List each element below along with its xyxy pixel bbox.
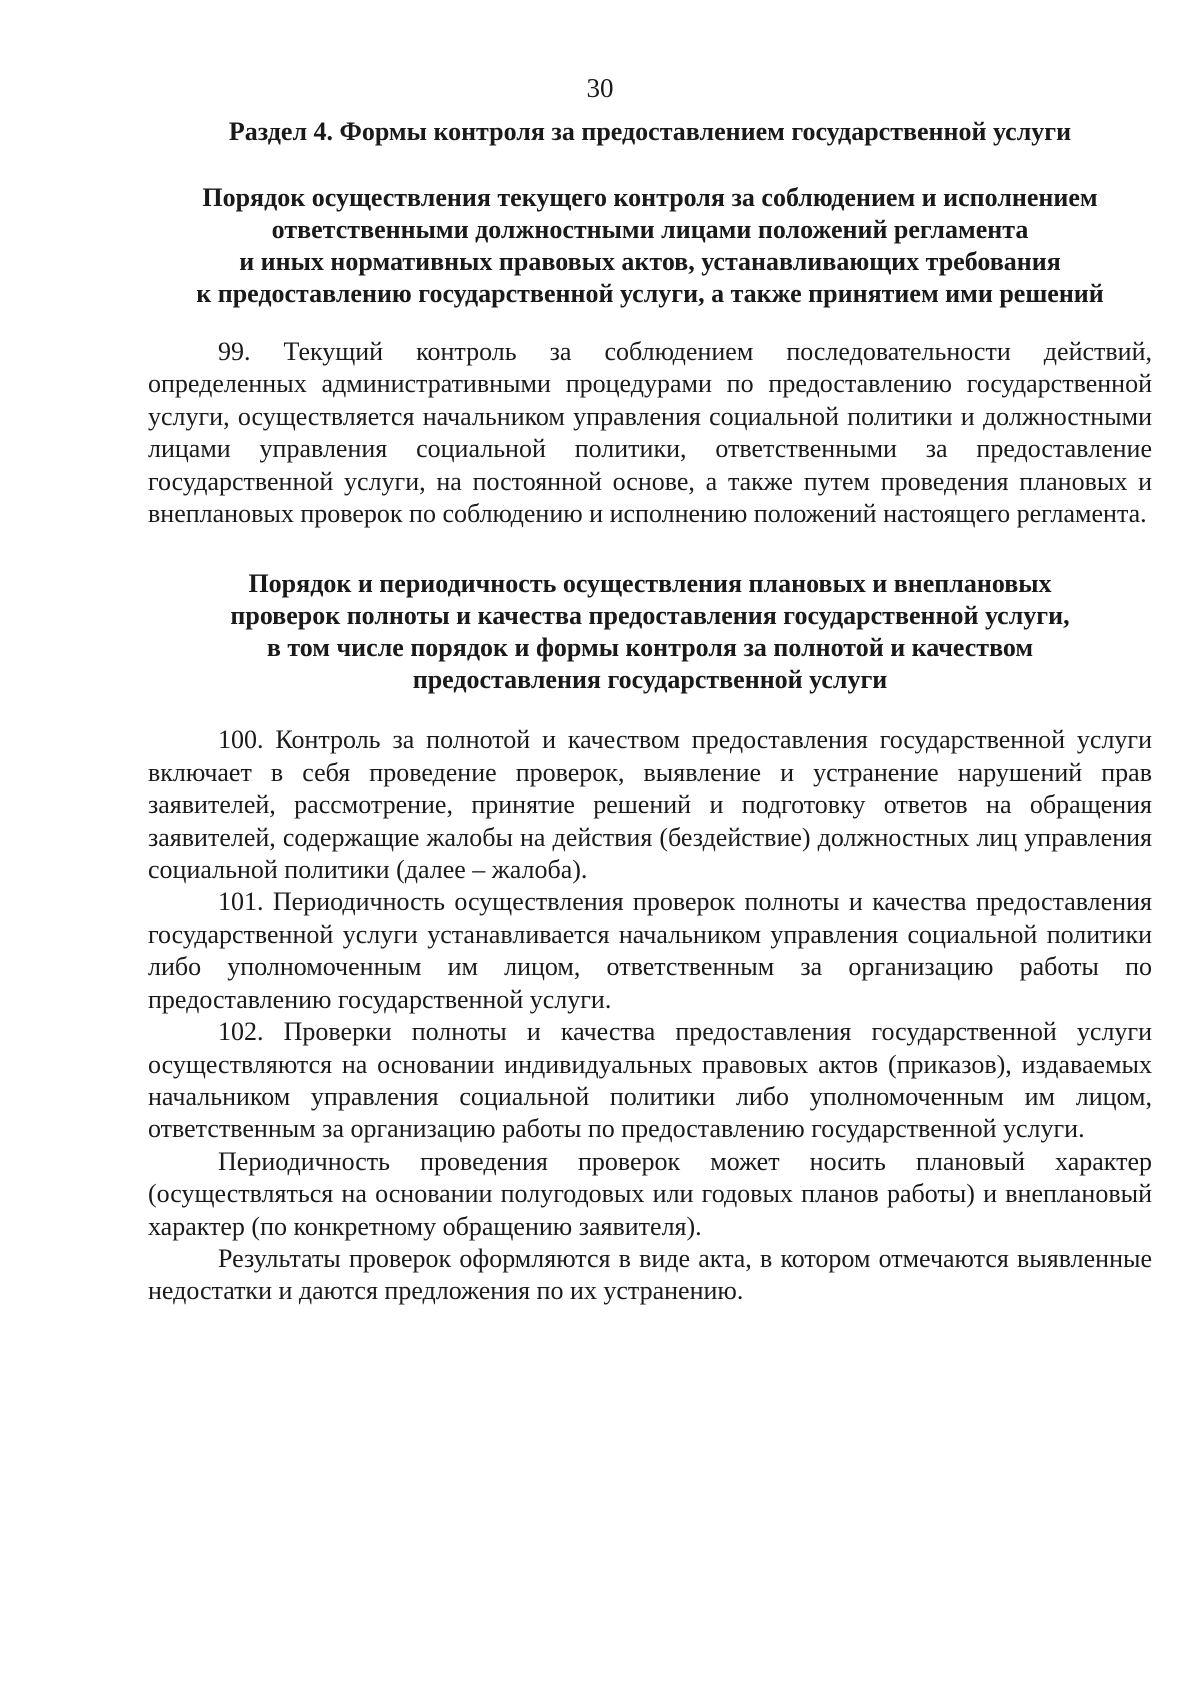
subsection-1-heading — [148, 182, 1152, 310]
subsection-1-heading-line: к предоставлению государственной услуги, а также принятием ими решений — [196, 279, 1104, 308]
subsection-1-heading-line: и иных нормативных правовых актов, устанавливающих требования — [239, 247, 1061, 276]
paragraph-periodicity: Периодичность проведения проверок может носить плановый характер (осуществляться на основании полугодовых или годовых планов работы) и внеплановый характер (по конкретному обращению заявителя). — [148, 1146, 1152, 1241]
subsection-1-heading-line: Порядок осуществления текущего контроля за соблюдением и исполнением — [202, 183, 1098, 212]
subsection-1-heading-line: ответственными должностными лицами положений регламента — [271, 215, 1029, 244]
paragraph-results: Результаты проверок оформляются в виде акта, в котором отмечаются выявленные недостатки и даются предложения по их устранению. — [148, 1243, 1152, 1306]
page-number: 30 — [586, 73, 614, 103]
section-spacer — [148, 530, 1152, 568]
document-body — [148, 116, 1152, 1308]
subsection-2-heading — [148, 568, 1152, 696]
subsection-2-heading-line: в том числе порядок и формы контроля за полнотой и качеством — [266, 633, 1034, 663]
subsection-2-heading-line: проверок полноты и качества предоставления государственной услуги, — [230, 601, 1070, 631]
paragraph-101: 101. Периодичность осуществления проверок полноты и качества предоставления государственной услуги устанавливается начальником управления социальной политики либо уполномоченным им лицом, ответственным за организацию работы по предоставлению государственной услуги. — [148, 887, 1152, 1014]
subsection-2-heading-line: предоставления государственной услуги — [412, 665, 888, 695]
subsection-2-heading-line: Порядок и периодичность осуществления плановых и внеплановых — [248, 569, 1052, 599]
section-title: Раздел 4. Формы контроля за предоставлением государственной услуги — [228, 117, 1072, 146]
paragraph-99: 99. Текущий контроль за соблюдением последовательности действий, определенных административными процедурами по предоставлению государственной услуги, осуществляется начальником управления социальной политики и должностными лицами управления социальной политики, ответственными за предоставление государственной услуги, на постоянной основе, а также путем проведения плановых и внеплановых проверок по соблюдению и исполнению положений настоящего регламента. — [148, 337, 1152, 529]
paragraph-100: 100. Контроль за полнотой и качеством предоставления государственной услуги включает в себя проведение проверок, выявление и устранение нарушений прав заявителей, рассмотрение, принятие решений и подготовку ответов на обращения заявителей, содержащие жалобы на действия (бездействие) должностных лиц управления социальной политики (далее – жалоба). — [148, 725, 1152, 885]
paragraph-102: 102. Проверки полноты и качества предоставления государственной услуги осуществляются на основании индивидуальных правовых актов (приказов), издаваемых начальником управления социальной политики либо уполномоченным им лицом, ответственным за организацию работы по предоставлению государственной услуги. — [148, 1017, 1152, 1144]
